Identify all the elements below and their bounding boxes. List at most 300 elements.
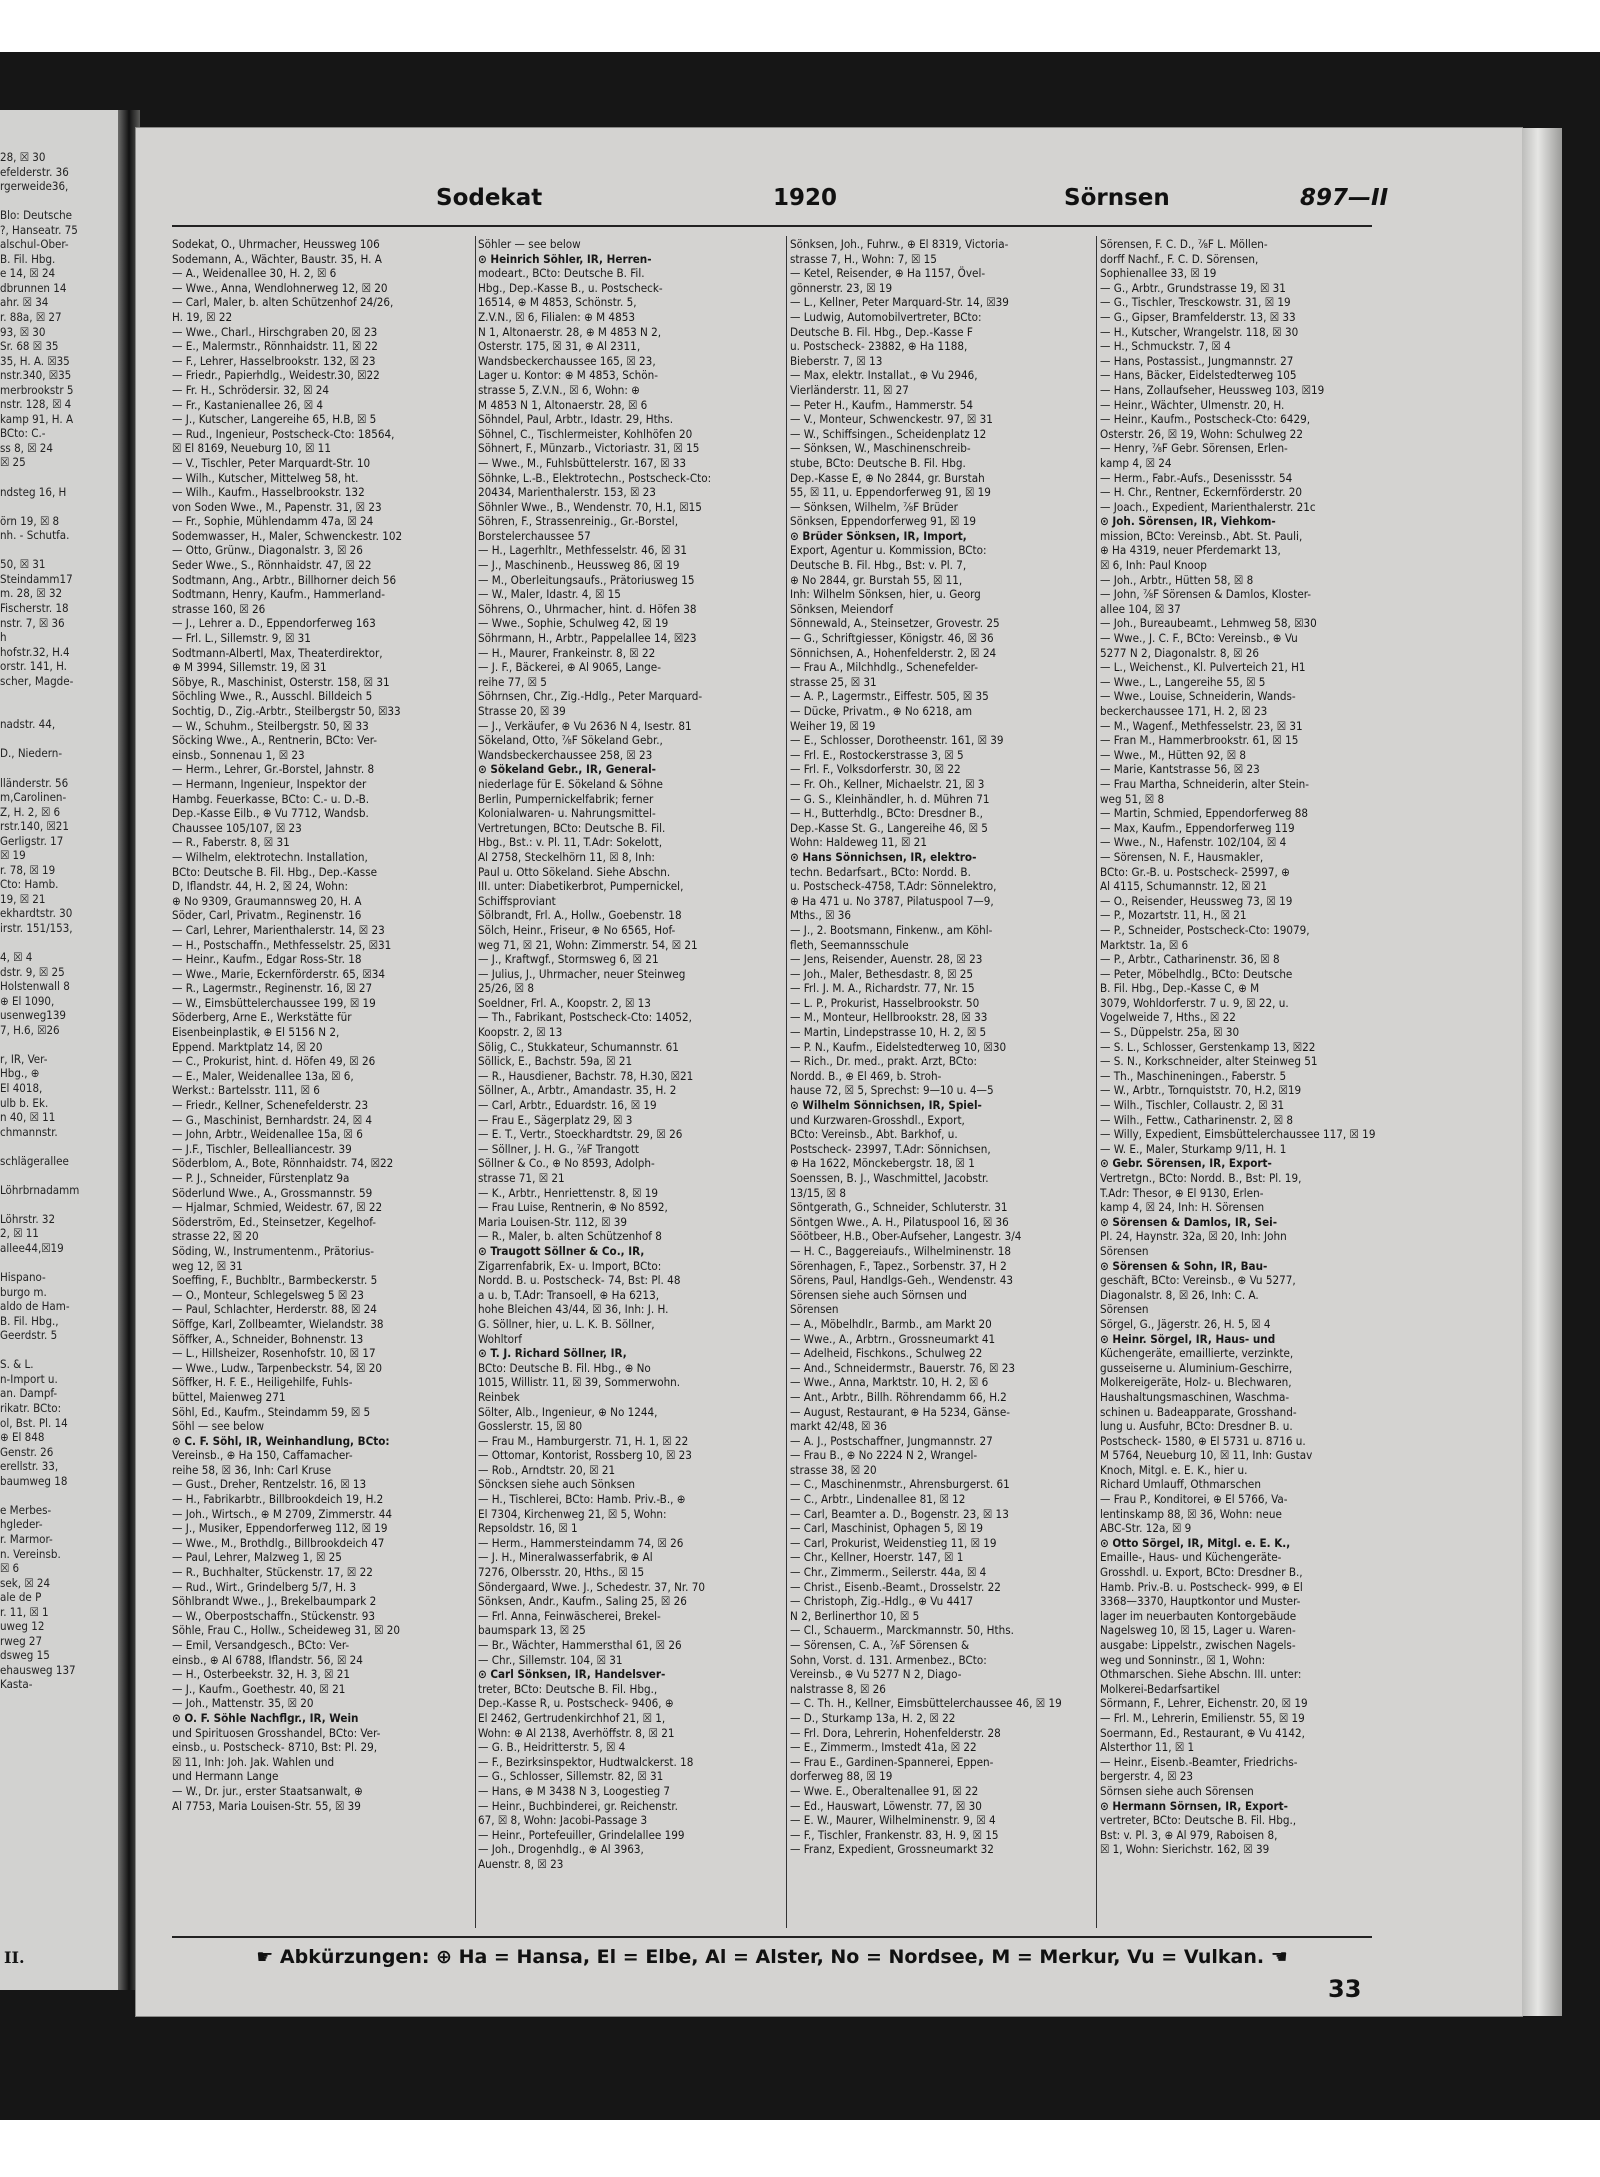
directory-entry-line: strasse 22, ☒ 20 bbox=[172, 1229, 259, 1244]
directory-entry-line: — And., Schneidermstr., Bauerstr. 76, ☒ 23 bbox=[790, 1360, 1015, 1375]
directory-entry-line: Sörgel, G., Jägerstr. 26, H. 5, ☒ 4 bbox=[1100, 1316, 1271, 1331]
directory-entry-line: — P., Mozartstr. 11, H., ☒ 21 bbox=[1100, 908, 1247, 923]
directory-entry-line: — Fr. Oh., Kellner, Michaelstr. 21, ☒ 3 bbox=[790, 776, 985, 791]
directory-entry-line: — J.F., Tischler, Bellealliancestr. 39 bbox=[172, 1141, 352, 1156]
directory-entry-line: strasse 7, H., Wohn: 7, ☒ 15 bbox=[790, 251, 937, 266]
left-page-line: 2, ☒ 11 bbox=[0, 1226, 39, 1241]
directory-entry-line: 20434, Marienthalerstr. 153, ☒ 23 bbox=[478, 485, 656, 500]
directory-entry-line: — Frl. Dora, Lehrerin, Hohenfelderstr. 28 bbox=[790, 1725, 1001, 1740]
directory-entry-line: BCto: Gr.-B. u. Postscheck- 25997, ⊕ bbox=[1100, 864, 1290, 879]
directory-entry-line: Nordd. B., ⊕ El 469, b. Stroh- bbox=[790, 1068, 942, 1083]
directory-entry-line: Sönksen, Eppendorferweg 91, ☒ 19 bbox=[790, 514, 976, 529]
left-page-line: lländerstr. 56 bbox=[0, 775, 69, 790]
directory-entry-line: lentinskamp 88, ☒ 36, Wohn: neue bbox=[1100, 1506, 1282, 1521]
left-page-line: 93, ☒ 30 bbox=[0, 324, 46, 339]
directory-entry-line: — Joh., Drogenhdlg., ⊕ Al 3963, bbox=[478, 1842, 644, 1857]
directory-entry-line: Borstelerchaussee 57 bbox=[478, 528, 591, 543]
left-page-line: uweg 12 bbox=[0, 1619, 45, 1634]
directory-entry-line: Sodtmann-Albertl, Max, Theaterdirektor, bbox=[172, 645, 383, 660]
directory-entry-line: — Frau P., Konditorei, ⊕ El 5766, Va- bbox=[1100, 1492, 1288, 1507]
directory-entry-line: — Frl. Anna, Feinwäscherei, Brekel- bbox=[478, 1608, 661, 1623]
directory-entry-line: — H., Kutscher, Wrangelstr. 118, ☒ 30 bbox=[1100, 324, 1299, 339]
directory-entry-line: Sörnsen siehe auch Sörensen bbox=[1100, 1783, 1254, 1798]
directory-entry-line: — Hans, Postassist., Jungmannstr. 27 bbox=[1100, 353, 1294, 368]
directory-entry-line: — Otto, Grünw., Diagonalstr. 3, ☒ 26 bbox=[172, 543, 363, 558]
left-page-line: Z, H. 2, ☒ 6 bbox=[0, 804, 61, 819]
directory-entry-line: ⊕ No 9309, Graumannsweg 20, H. A bbox=[172, 893, 362, 908]
directory-entry-line: weg 12, ☒ 31 bbox=[172, 1258, 243, 1273]
directory-entry-line: fleth, Seemannsschule bbox=[790, 937, 909, 952]
directory-entry-line: — Frl. L., Sillemstr. 9, ☒ 31 bbox=[172, 631, 311, 646]
directory-entry-line: ⊙ Sökeland Gebr., IR, General- bbox=[478, 762, 656, 777]
directory-entry-line: — A. P., Lagermstr., Eiffestr. 505, ☒ 35 bbox=[790, 689, 989, 704]
directory-entry-line: ⊙ Hans Sönnichsen, IR, elektro- bbox=[790, 849, 977, 864]
directory-entry-line: nalstrasse 8, ☒ 26 bbox=[790, 1681, 886, 1696]
directory-entry-line: ⊙ Traugott Söllner & Co., IR, bbox=[478, 1243, 645, 1258]
directory-entry-line: N 2, Berlinerthor 10, ☒ 5 bbox=[790, 1608, 920, 1623]
directory-entry-line: — Marie, Kantstrasse 56, ☒ 23 bbox=[1100, 762, 1260, 777]
directory-entry-line: — Fr., Sophie, Mühlendamm 47a, ☒ 24 bbox=[172, 514, 374, 529]
directory-entry-line: BCto: Deutsche B. Fil. Hbg., Dep.-Kasse bbox=[172, 864, 378, 879]
directory-entry-line: — H., Fabrikarbtr., Billbrookdeich 19, H.2 bbox=[172, 1492, 384, 1507]
directory-entry-line: u. Postscheck- 23882, ⊕ Ha 1188, bbox=[790, 339, 968, 354]
directory-entry-line: Dep.-Kasse E, ⊕ No 2844, gr. Burstah bbox=[790, 470, 985, 485]
directory-entry-line: modeart., BCto: Deutsche B. Fil. bbox=[478, 266, 645, 281]
left-page-line: S. & L. bbox=[0, 1357, 34, 1372]
directory-entry-line: Reinbek bbox=[478, 1389, 520, 1404]
directory-entry-line: Sörensen bbox=[1100, 1243, 1149, 1258]
left-page-line: rweg 27 bbox=[0, 1633, 43, 1648]
directory-entry-line: — Fran M., Hammerbrookstr. 61, ☒ 15 bbox=[1100, 733, 1299, 748]
left-page-line: Blo: Deutsche bbox=[0, 208, 73, 223]
directory-entry-line: Söhrens, O., Uhrmacher, hint. d. Höfen 38 bbox=[478, 601, 697, 616]
directory-entry-line: — J. F., Bäckerei, ⊕ Al 9065, Lange- bbox=[478, 660, 661, 675]
directory-entry-line: — Julius, J., Uhrmacher, neuer Steinweg bbox=[478, 966, 686, 981]
directory-entry-line: und Spirituosen Grosshandel, BCto: Ver- bbox=[172, 1725, 381, 1740]
directory-entry-line: — Frau B., ⊕ No 2224 N 2, Wrangel- bbox=[790, 1448, 978, 1463]
directory-entry-line: Dep.-Kasse Eilb., ⊕ Vu 7712, Wandsb. bbox=[172, 806, 369, 821]
directory-entry-line: — C. Th. H., Kellner, Eimsbüttelerchaussee 46, ☒ 19 bbox=[790, 1696, 1062, 1711]
left-page-line: Holstenwall 8 bbox=[0, 979, 70, 994]
directory-entry-line: Alsterthor 11, ☒ 1 bbox=[1100, 1740, 1195, 1755]
directory-entry-line: Export, Agentur u. Kommission, BCto: bbox=[790, 543, 987, 558]
directory-entry-line: — Frl. E., Rostockerstrasse 3, ☒ 5 bbox=[790, 747, 964, 762]
left-page-line: m. 28, ☒ 32 bbox=[0, 586, 63, 601]
left-page-line: orstr. 141, H. bbox=[0, 659, 67, 674]
directory-entry-line: Söndergaard, Wwe. J., Schedestr. 37, Nr. 70 bbox=[478, 1579, 705, 1594]
directory-entry-line: Wandsbeckerchaussee 165, ☒ 23, bbox=[478, 353, 656, 368]
directory-entry-line: Söchling Wwe., R., Ausschl. Billdeich 5 bbox=[172, 689, 373, 704]
directory-entry-line: — Wwe., J. C. F., BCto: Vereinsb., ⊕ Vu bbox=[1100, 631, 1298, 646]
directory-entry-line: — M., Monteur, Hellbrookstr. 28, ☒ 33 bbox=[790, 1010, 988, 1025]
directory-entry-line: mission, BCto: Vereinsb., Abt. St. Pauli, bbox=[1100, 528, 1303, 543]
directory-entry-line: — F., Bezirksinspektor, Hudtwalckerst. 18 bbox=[478, 1754, 694, 1769]
directory-entry-line: — E., Zimmerm., Imstedt 41a, ☒ 22 bbox=[790, 1740, 977, 1755]
directory-entry-line: Sölbrandt, Frl. A., Hollw., Goebenstr. 18 bbox=[478, 908, 682, 923]
directory-entry-line: — Ed., Hauswart, Löwenstr. 77, ☒ 30 bbox=[790, 1798, 982, 1813]
left-page-line bbox=[0, 761, 116, 776]
directory-entry-line: — W., Dr. jur., erster Staatsanwalt, ⊕ bbox=[172, 1783, 363, 1798]
directory-entry-line: — H. Chr., Rentner, Eckernförderstr. 20 bbox=[1100, 485, 1303, 500]
directory-entry-line: Soeldner, Frl. A., Koopstr. 2, ☒ 13 bbox=[478, 995, 651, 1010]
directory-entry-line: — E., Schlosser, Dorotheenstr. 161, ☒ 39 bbox=[790, 733, 1004, 748]
directory-entry-line: D, Iflandstr. 44, H. 2, ☒ 24, Wohn: bbox=[172, 879, 349, 894]
left-page-line: B. Fil. Hbg. bbox=[0, 251, 56, 266]
directory-entry-line: — Wwe., Anna, Wendlohnerweg 12, ☒ 20 bbox=[172, 280, 388, 295]
directory-entry-line: einsb., u. Postscheck- 8710, Bst: Pl. 29, bbox=[172, 1740, 378, 1755]
directory-entry-line: — Gust., Dreher, Rentzelstr. 16, ☒ 13 bbox=[172, 1477, 367, 1492]
left-page-line: scher, Magde- bbox=[0, 673, 74, 688]
directory-entry-line: Pl. 24, Haynstr. 32a, ☒ 20, Inh: John bbox=[1100, 1229, 1287, 1244]
directory-entry-line: — J. H., Mineralwasserfabrik, ⊕ Al bbox=[478, 1550, 653, 1565]
directory-entry-line: — J., Kraftwgf., Stormsweg 6, ☒ 21 bbox=[478, 952, 659, 967]
left-page-line: BCto: C.- bbox=[0, 426, 46, 441]
left-page-line: aldo de Ham- bbox=[0, 1299, 70, 1314]
directory-entry-line: — Th., Fabrikant, Postscheck-Cto: 14052, bbox=[478, 1010, 692, 1025]
left-page-line: ehausweg 137 bbox=[0, 1662, 76, 1677]
directory-entry-line: reihe 58, ☒ 36, Inh: Carl Kruse bbox=[172, 1462, 332, 1477]
left-page-line: ahr. ☒ 34 bbox=[0, 295, 49, 310]
directory-entry-line: Koopstr. 2, ☒ 13 bbox=[478, 1025, 563, 1040]
directory-entry-line: BCto: Vereinsb., Abt. Barkhof, u. bbox=[790, 1127, 958, 1142]
left-page-line: rgerweide36, bbox=[0, 179, 69, 194]
directory-entry-line: — Carl, Maler, b. alten Schützenhof 24/26, bbox=[172, 295, 394, 310]
directory-entry-line: Molkereigeräte, Holz- u. Blechwaren, bbox=[1100, 1375, 1292, 1390]
directory-entry-line: — Frau E., Gardinen-Spannerei, Eppen- bbox=[790, 1754, 994, 1769]
directory-entry-line: — W., Schiffsingen., Scheidenplatz 12 bbox=[790, 426, 987, 441]
directory-entry-line: ⊙ C. F. Söhl, IR, Weinhandlung, BCto: bbox=[172, 1433, 390, 1448]
directory-entry-line: — Frau E., Sägerplatz 29, ☒ 3 bbox=[478, 1112, 633, 1127]
directory-entry-line: strasse 71, ☒ 21 bbox=[478, 1171, 565, 1185]
directory-entry-line: El 2462, Gertrudenkirchhof 21, ☒ 1, bbox=[478, 1710, 666, 1725]
directory-entry-line: — Herm., Hammersteindamm 74, ☒ 26 bbox=[478, 1535, 684, 1550]
directory-entry-line: — G., Schlosser, Sillemstr. 82, ☒ 31 bbox=[478, 1769, 664, 1784]
directory-entry-line: Bst: v. Pl. 3, ⊕ Al 979, Raboisen 8, bbox=[1100, 1827, 1278, 1842]
directory-entry-line: Söbye, R., Maschinist, Osterstr. 158, ☒ 31 bbox=[172, 674, 390, 689]
left-page-line bbox=[0, 732, 116, 747]
directory-entry-line: Sodekat, O., Uhrmacher, Heussweg 106 bbox=[172, 237, 380, 251]
directory-entry-line: — Wwe., Louise, Schneiderin, Wands- bbox=[1100, 689, 1296, 704]
directory-entry-line: — Joh., Wirtsch., ⊕ M 2709, Zimmerstr. 44 bbox=[172, 1506, 393, 1521]
directory-entry-line: — Ottomar, Kontorist, Rossberg 10, ☒ 23 bbox=[478, 1448, 692, 1463]
directory-entry-line: T.Adr: Thesor, ⊕ El 9130, Erlen- bbox=[1100, 1185, 1264, 1200]
directory-entry-line: — Rob., Arndtstr. 20, ☒ 21 bbox=[478, 1462, 616, 1477]
directory-entry-line: — W., Maler, Idastr. 4, ☒ 15 bbox=[478, 587, 621, 602]
left-page-line: ss 8, ☒ 24 bbox=[0, 440, 53, 455]
directory-entry-line: — Martin, Lindepstrasse 10, H. 2, ☒ 5 bbox=[790, 1025, 987, 1040]
directory-entry-line: — E. W., Maurer, Wilhelminenstr. 9, ☒ 4 bbox=[790, 1813, 996, 1828]
directory-entry-line: — Hans, ⊕ M 3438 N 3, Loogestieg 7 bbox=[478, 1783, 671, 1798]
directory-entry-line: Nagelsweg 10, ☒ 15, Lager u. Waren- bbox=[1100, 1623, 1296, 1638]
left-page-line bbox=[0, 499, 116, 514]
left-page-line: r. Marmor- bbox=[0, 1531, 53, 1546]
directory-entry-line: — Ludwig, Automobilvertreter, BCto: bbox=[790, 309, 982, 324]
directory-entry-line: — G. B., Heidritterstr. 5, ☒ 4 bbox=[478, 1740, 626, 1755]
directory-entry-line: El 7304, Kirchenweg 21, ☒ 5, Wohn: bbox=[478, 1506, 667, 1521]
entry-column-2 bbox=[478, 237, 774, 1931]
directory-entry-line: dorff Nachf., F. C. D. Sörensen, bbox=[1100, 251, 1259, 266]
directory-entry-line: Söhnke, L.-B., Elektrotechn., Postscheck-Cto: bbox=[478, 470, 712, 485]
directory-entry-line: Chaussee 105/107, ☒ 23 bbox=[172, 820, 302, 835]
directory-entry-line: — Th., Maschineningen., Faberstr. 5 bbox=[1100, 1068, 1287, 1083]
directory-entry-line: ⊙ O. F. Söhle Nachflgr., IR, Wein bbox=[172, 1710, 359, 1725]
directory-entry-line: — Adelheid, Fischkons., Schulweg 22 bbox=[790, 1346, 983, 1361]
directory-entry-line: — W., Schuhm., Steilbergstr. 50, ☒ 33 bbox=[172, 718, 369, 733]
directory-entry-line: Sörensen, F. C. D., ⅞F L. Möllen- bbox=[1100, 237, 1268, 251]
directory-entry-line: Hbg., Bst.: v. Pl. 11, T.Adr: Sokelott, bbox=[478, 835, 663, 850]
directory-entry-line: — J., 2. Bootsmann, Finkenw., am Köhl- bbox=[790, 922, 993, 937]
left-page-line: dbrunnen 14 bbox=[0, 280, 67, 295]
directory-entry-line: — John, Arbtr., Weidenallee 15a, ☒ 6 bbox=[172, 1127, 363, 1142]
directory-entry-line: — Emil, Versandgesch., BCto: Ver- bbox=[172, 1638, 350, 1652]
directory-entry-line: Sodtmann, Ang., Arbtr., Billhorner deich 56 bbox=[172, 572, 397, 587]
directory-entry-line: reihe 77, ☒ 5 bbox=[478, 674, 547, 689]
directory-entry-line: Söderberg, Arne E., Werkstätte für bbox=[172, 1010, 352, 1025]
directory-entry-line: — Wwe. E., Oberaltenallee 91, ☒ 22 bbox=[790, 1783, 979, 1798]
directory-entry-line: H. 19, ☒ 22 bbox=[172, 309, 233, 324]
signature-number: 33 bbox=[1328, 1975, 1362, 2003]
directory-entry-line: treter, BCto: Deutsche B. Fil. Hbg., bbox=[478, 1681, 658, 1696]
directory-entry-line: — S., Düppelstr. 25a, ☒ 30 bbox=[1100, 1025, 1240, 1040]
directory-entry-line: Deutsche B. Fil. Hbg., Dep.-Kasse F bbox=[790, 324, 973, 339]
left-page-line bbox=[0, 1488, 116, 1503]
left-page-line: nstr.340, ☒35 bbox=[0, 368, 72, 383]
directory-entry-line: Söffker, H. F. E., Heiligehilfe, Fuhls- bbox=[172, 1375, 353, 1390]
scan-margin-bottom bbox=[0, 2120, 1600, 2177]
left-page-line: efelderstr. 36 bbox=[0, 164, 69, 179]
directory-entry-line: Söncksen siehe auch Sönksen bbox=[478, 1477, 636, 1492]
directory-entry-line: — P., Schneider, Postscheck-Cto: 19079, bbox=[1100, 922, 1310, 937]
directory-entry-line: vertreter, BCto: Deutsche B. Fil. Hbg., bbox=[1100, 1813, 1297, 1828]
left-page-line: rstr.140, ☒21 bbox=[0, 819, 69, 834]
directory-entry-line: Wohltorf bbox=[478, 1331, 522, 1346]
left-page-line bbox=[0, 936, 116, 951]
directory-entry-line: Al 7753, Maria Louisen-Str. 55, ☒ 39 bbox=[172, 1798, 361, 1813]
directory-entry-line: — H., Lagerhltr., Methfesselstr. 46, ☒ 31 bbox=[478, 543, 687, 558]
directory-entry-line: Berlin, Pumpernickelfabrik; ferner bbox=[478, 791, 654, 806]
left-page-line: r. 11, ☒ 1 bbox=[0, 1604, 49, 1619]
directory-entry-line: Osterstr. 26, ☒ 19, Wohn: Schulweg 22 bbox=[1100, 426, 1303, 441]
directory-entry-line: bergerstr. 4, ☒ 23 bbox=[1100, 1769, 1194, 1784]
directory-entry-line: — Wilh., Kaufm., Hasselbrookstr. 132 bbox=[172, 485, 365, 500]
directory-entry-line: allee 104, ☒ 37 bbox=[1100, 601, 1181, 616]
left-page-line: r. 88a, ☒ 27 bbox=[0, 310, 62, 325]
directory-entry-line: Söffge, Karl, Zollbeamter, Wielandstr. 38 bbox=[172, 1316, 384, 1331]
directory-entry-line: ABC-Str. 12a, ☒ 9 bbox=[1100, 1521, 1192, 1536]
directory-entry-line: Al 2758, Steckelhörn 11, ☒ 8, Inh: bbox=[478, 849, 655, 864]
directory-entry-line: — Wwe., Ludw., Tarpenbeckstr. 54, ☒ 20 bbox=[172, 1360, 382, 1375]
directory-entry-line: — W. E., Maler, Sturkamp 9/11, H. 1 bbox=[1100, 1141, 1287, 1156]
directory-entry-line: 3079, Wohldorferstr. 7 u. 9, ☒ 22, u. bbox=[1100, 995, 1289, 1010]
directory-entry-line: — J., Musiker, Eppendorferweg 112, ☒ 19 bbox=[172, 1521, 388, 1536]
left-page-line bbox=[0, 543, 116, 558]
directory-entry-line: — R., Lagermstr., Reginenstr. 16, ☒ 27 bbox=[172, 981, 373, 996]
left-page-line: r, IR, Ver- bbox=[0, 1051, 48, 1066]
directory-entry-line: Sodemann, A., Wächter, Baustr. 35, H. A bbox=[172, 251, 382, 266]
directory-entry-line: ⊙ Carl Sönksen, IR, Handelsver- bbox=[478, 1667, 666, 1682]
directory-entry-line: Soeffing, F., Buchbltr., Barmbeckerstr. 5 bbox=[172, 1273, 378, 1288]
directory-entry-line: Weiher 19, ☒ 19 bbox=[790, 718, 876, 733]
directory-entry-line: Sörensen bbox=[1100, 1302, 1149, 1317]
directory-entry-line: — H., Schmuckstr. 7, ☒ 4 bbox=[1100, 339, 1231, 354]
directory-entry-line: — Wilh., Fettw., Catharinenstr. 2, ☒ 8 bbox=[1100, 1112, 1294, 1127]
directory-entry-line: baumspark 13, ☒ 25 bbox=[478, 1623, 586, 1638]
left-page-line: an. Dampf- bbox=[0, 1386, 58, 1401]
directory-entry-line: — G., Tischler, Tresckowstr. 31, ☒ 19 bbox=[1100, 295, 1291, 310]
directory-entry-line: — A., Möbelhdlr., Barmb., am Markt 20 bbox=[790, 1316, 992, 1331]
directory-entry-line: G. Söllner, hier, u. L. K. B. Söllner, bbox=[478, 1316, 655, 1331]
directory-entry-line: Kolonialwaren- u. Nahrungsmittel- bbox=[478, 806, 656, 821]
scan-margin-top bbox=[0, 0, 1600, 52]
directory-entry-line: III. unter: Diabetikerbrot, Pumpernickel, bbox=[478, 879, 684, 894]
page-edge bbox=[1522, 128, 1562, 2016]
directory-entry-line: — E., Malermstr., Rönnhaidstr. 11, ☒ 22 bbox=[172, 339, 378, 354]
directory-entry-line: — V., Tischler, Peter Marquardt-Str. 10 bbox=[172, 455, 371, 470]
directory-entry-line: Sodemwasser, H., Maler, Schwenckestr. 102 bbox=[172, 528, 403, 543]
directory-entry-line: Söllner & Co., ⊕ No 8593, Adolph- bbox=[478, 1156, 655, 1171]
left-page-line: ☒ 6 bbox=[0, 1561, 20, 1576]
directory-entry-line: — O., Monteur, Schlegelsweg 5 ☒ 23 bbox=[172, 1287, 364, 1302]
directory-entry-line: Söhl — see below bbox=[172, 1419, 265, 1434]
left-page-marker: II. bbox=[4, 1948, 25, 1967]
directory-entry-line: — R., Buchhalter, Stückenstr. 17, ☒ 22 bbox=[172, 1565, 373, 1580]
directory-entry-line: — A. J., Postschaffner, Jungmannstr. 27 bbox=[790, 1433, 993, 1448]
directory-entry-line: — R., Hausdiener, Bachstr. 78, H.30, ☒21 bbox=[478, 1068, 694, 1083]
directory-entry-line: — Martin, Schmied, Eppendorferweg 88 bbox=[1100, 806, 1309, 821]
directory-entry-line: techn. Bedarfsart., BCto: Nordd. B. bbox=[790, 864, 971, 879]
directory-entry-line: gusseiserne u. Aluminium-Geschirre, bbox=[1100, 1360, 1293, 1375]
directory-entry-line: — C., Maschinenmstr., Ahrensburgerst. 61 bbox=[790, 1477, 1010, 1492]
directory-entry-line: Söhl, Ed., Kaufm., Steindamm 59, ☒ 5 bbox=[172, 1404, 371, 1419]
left-page-line: 7, H.6, ☒26 bbox=[0, 1022, 60, 1037]
directory-entry-line: Z.V.N., ☒ 6, Filialen: ⊕ M 4853 bbox=[478, 309, 635, 324]
directory-entry-line: — Fr., Kastanienallee 26, ☒ 4 bbox=[172, 397, 324, 412]
left-page-line: ?, Hanseatr. 75 bbox=[0, 222, 78, 237]
directory-entry-line: — Max, elektr. Installat., ⊕ Vu 2946, bbox=[790, 368, 978, 383]
directory-entry-line: — Rich., Dr. med., prakt. Arzt, BCto: bbox=[790, 1054, 978, 1069]
directory-entry-line: — Joh., Mattenstr. 35, ☒ 20 bbox=[172, 1696, 314, 1711]
directory-entry-line: Sörensen siehe auch Sörnsen und bbox=[790, 1287, 967, 1302]
directory-entry-line: Strasse 20, ☒ 39 bbox=[478, 704, 566, 718]
directory-entry-line: ☒ El 8169, Neueburg 10, ☒ 11 bbox=[172, 441, 331, 456]
directory-entry-line: Lager u. Kontor: ⊕ M 4853, Schön- bbox=[478, 368, 658, 383]
directory-entry-line: Vereinsb., ⊕ Ha 150, Caffamacher- bbox=[172, 1448, 353, 1463]
left-page-line: merbrookstr 5 bbox=[0, 382, 74, 397]
directory-entry-line: Söhle, Frau C., Hollw., Scheideweg 31, ☒ 20 bbox=[172, 1623, 401, 1638]
left-page-line: hgleder- bbox=[0, 1517, 43, 1532]
entry-column-1 bbox=[172, 237, 472, 1931]
directory-entry-line: — Frau M., Hamburgerstr. 71, H. 1, ☒ 22 bbox=[478, 1433, 689, 1448]
directory-entry-line: — H., Maurer, Frankeinstr. 8, ☒ 22 bbox=[478, 645, 656, 660]
directory-entry-line: — L., Kellner, Peter Marquard-Str. 14, ☒39 bbox=[790, 295, 1009, 310]
directory-entry-line: Sönksen, Joh., Fuhrw., ⊕ El 8319, Victoria- bbox=[790, 237, 1009, 251]
directory-entry-line: — D., Sturkamp 13a, H. 2, ☒ 22 bbox=[790, 1710, 956, 1725]
directory-entry-line: — Friedr., Kellner, Schenefelderstr. 23 bbox=[172, 1098, 369, 1113]
left-page-line bbox=[0, 1139, 116, 1154]
directory-entry-line: — F., Lehrer, Hasselbrookstr. 132, ☒ 23 bbox=[172, 353, 376, 368]
directory-entry-line: stube, BCto: Deutsche B. Fil. Hbg. bbox=[790, 455, 966, 470]
entry-column-3 bbox=[790, 237, 1086, 1931]
directory-entry-line: — Wwe., A., Arbtrn., Grossneumarkt 41 bbox=[790, 1331, 996, 1346]
directory-entry-line: — M., Wagenf., Methfesselstr. 23, ☒ 31 bbox=[1100, 718, 1303, 733]
left-page-line: D., Niedern- bbox=[0, 746, 63, 761]
left-page-line bbox=[0, 1168, 116, 1183]
directory-entry-line: — Wwe., Charl., Hirschgraben 20, ☒ 23 bbox=[172, 324, 378, 339]
entry-column-4 bbox=[1100, 237, 1392, 1931]
directory-entry-line: Söhren, F., Strassenreinig., Gr.-Borstel, bbox=[478, 514, 679, 529]
left-page-line: r. 78, ☒ 19 bbox=[0, 862, 56, 877]
left-page-line: erellstr. 33, bbox=[0, 1459, 59, 1474]
directory-entry-line: — Jens, Reisender, Auenstr. 28, ☒ 23 bbox=[790, 952, 983, 967]
directory-entry-line: geschäft, BCto: Vereinsb., ⊕ Vu 5277, bbox=[1100, 1273, 1296, 1288]
directory-entry-line: ⊙ Hermann Sörnsen, IR, Export- bbox=[1100, 1798, 1288, 1813]
directory-entry-line: a u. b, T.Adr: Transoell, ⊕ Ha 6213, bbox=[478, 1287, 660, 1302]
directory-entry-line: — Carl, Prokurist, Weidenstieg 11, ☒ 19 bbox=[790, 1535, 997, 1550]
left-page-line: ale de P bbox=[0, 1590, 42, 1605]
left-page-line: ☒ 25 bbox=[0, 455, 26, 470]
directory-entry-line: Söhnert, F., Münzarb., Victoriastr. 31, ☒ 15 bbox=[478, 441, 700, 456]
directory-entry-line: — Wwe., N., Hafenstr. 102/104, ☒ 4 bbox=[1100, 835, 1287, 850]
directory-entry-line: — Christoph, Zig.-Hdlg., ⊕ Vu 4417 bbox=[790, 1594, 974, 1609]
directory-entry-line: Sörenhagen, F., Tapez., Sorbenstr. 37, H 2 bbox=[790, 1258, 1007, 1273]
directory-entry-line: — Hans, Bäcker, Eidelstedterweg 105 bbox=[1100, 368, 1297, 383]
directory-entry-line: 1015, Willistr. 11, ☒ 39, Sommerwohn. bbox=[478, 1375, 681, 1390]
directory-entry-line: strasse 5, Z.V.N., ☒ 6, Wohn: ⊕ bbox=[478, 382, 640, 397]
left-page-line: El 4018, bbox=[0, 1081, 43, 1095]
directory-entry-line: Söhrnsen, Chr., Zig.-Hdlg., Peter Marquard- bbox=[478, 689, 703, 704]
directory-entry-line: Söötbeer, H.B., Ober-Aufseher, Langestr. 3/4 bbox=[790, 1229, 1022, 1244]
directory-entry-line: Sönksen, Meiendorf bbox=[790, 601, 894, 616]
left-page-line: Hbg., ⊕ bbox=[0, 1066, 40, 1081]
directory-entry-line: — W., Oberpostschaffn., Stückenstr. 93 bbox=[172, 1608, 375, 1623]
directory-entry-line: — G., Schriftgiesser, Königstr. 46, ☒ 36 bbox=[790, 631, 994, 646]
left-page-line bbox=[0, 688, 116, 703]
directory-entry-line: ⊕ Ha 471 u. No 3787, Pilatuspool 7—9, bbox=[790, 893, 994, 908]
directory-entry-line: Söffker, A., Schneider, Bohnenstr. 13 bbox=[172, 1331, 364, 1346]
directory-entry-line: — Hermann, Ingenieur, Inspektor der bbox=[172, 776, 367, 791]
left-page-line: Kasta- bbox=[0, 1677, 33, 1692]
directory-entry-line: — C., Arbtr., Lindenallee 81, ☒ 12 bbox=[790, 1492, 966, 1507]
footer-rule bbox=[172, 1936, 1372, 1938]
directory-entry-line: ⊕ Ha 4319, neuer Pferdemarkt 13, bbox=[1100, 543, 1281, 558]
left-page-line: örn 19, ☒ 8 bbox=[0, 513, 60, 528]
directory-entry-line: — Carl, Lehrer, Marienthalerstr. 14, ☒ 23 bbox=[172, 922, 385, 937]
directory-entry-line: Söhler — see below bbox=[478, 237, 581, 251]
directory-entry-line: schinen u. Badeapparate, Grosshand- bbox=[1100, 1404, 1297, 1419]
left-page-line: Hispano- bbox=[0, 1270, 46, 1285]
column-divider bbox=[1096, 236, 1097, 1928]
left-page-line: ol, Bst. Pl. 14 bbox=[0, 1415, 68, 1430]
running-head-year: 1920 bbox=[773, 185, 838, 211]
left-page-text bbox=[0, 150, 116, 1692]
left-page-line bbox=[0, 1343, 116, 1358]
directory-entry-line: — Max, Kaufm., Eppendorferweg 119 bbox=[1100, 820, 1295, 835]
left-page-line: nadstr. 44, bbox=[0, 717, 56, 732]
directory-entry-line: — S. L., Schlosser, Gerstenkamp 13, ☒22 bbox=[1100, 1039, 1316, 1054]
directory-entry-line: — Wwe., L., Langereihe 55, ☒ 5 bbox=[1100, 674, 1266, 689]
left-page-line bbox=[0, 194, 116, 209]
directory-entry-line: 67, ☒ 8, Wohn: Jacobi-Passage 3 bbox=[478, 1813, 648, 1828]
left-page-line: e Merbes- bbox=[0, 1502, 52, 1517]
directory-entry-line: kamp 4, ☒ 24, Inh: H. Sörensen bbox=[1100, 1200, 1265, 1215]
directory-entry-line: ☒ 11, Inh: Joh. Jak. Wahlen und bbox=[172, 1754, 335, 1769]
running-head-left: Sodekat bbox=[436, 185, 543, 211]
directory-entry-line: Nordd. B. u. Postscheck- 74, Bst: Pl. 48 bbox=[478, 1273, 681, 1288]
directory-entry-line: — Hjalmar, Schmied, Weidestr. 67, ☒ 22 bbox=[172, 1200, 383, 1215]
directory-entry-line: Söhndel, Paul, Arbtr., Idastr. 29, Hths. bbox=[478, 412, 674, 427]
directory-entry-line: Söhrmann, H., Arbtr., Pappelallee 14, ☒23 bbox=[478, 631, 697, 646]
directory-entry-line: Haushaltungsmaschinen, Waschma- bbox=[1100, 1389, 1290, 1404]
